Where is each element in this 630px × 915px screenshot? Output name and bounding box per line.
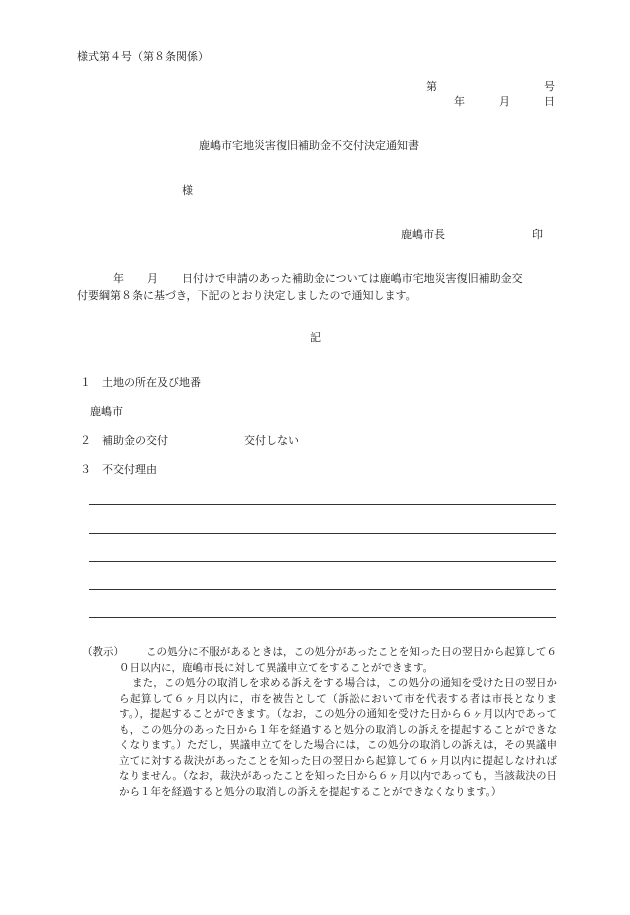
item-1-number: １ xyxy=(80,376,91,389)
body-year: 年 xyxy=(113,272,124,285)
item-3-number: ３ xyxy=(80,463,91,476)
notice-label: （教示） xyxy=(82,646,124,658)
addressee-suffix: 様 xyxy=(182,184,193,197)
body-month: 月 xyxy=(147,272,158,285)
item-1-label: 土地の所在及び地番 xyxy=(102,376,201,389)
doc-number-prefix: 第 xyxy=(426,80,437,93)
date-year: 年 xyxy=(454,95,465,108)
date-month: 月 xyxy=(499,95,510,108)
date-day: 日 xyxy=(544,95,555,108)
item-1-value: 鹿嶋市 xyxy=(90,405,123,418)
reason-line-2 xyxy=(89,533,556,534)
document-title: 鹿嶋市宅地災害復旧補助金不交付決定通知書 xyxy=(199,139,419,152)
item-3-label: 不交付理由 xyxy=(102,463,157,476)
body-line2: 付要綱第８条に基づき，下記のとおり決定しましたので通知します。 xyxy=(77,289,417,302)
reason-line-4 xyxy=(89,589,556,590)
notice-para-1: この処分に不服があるときは，この処分があったことを知った日の翌日から起算して６０日以内に，鹿嶋市長に対して異議申立てをすることができます。 xyxy=(119,646,557,674)
reason-line-5 xyxy=(89,617,556,618)
form-number: 様式第４号（第８条関係） xyxy=(77,50,209,63)
body-line1-rest: 日付けで申請のあった補助金については鹿嶋市宅地災害復旧補助金交 xyxy=(182,272,523,285)
item-2-value: 交付しない xyxy=(244,434,299,447)
reason-line-1 xyxy=(89,504,556,505)
doc-number-suffix: 号 xyxy=(544,80,555,93)
reason-line-3 xyxy=(89,561,556,562)
issuer-name: 鹿嶋市長 xyxy=(401,228,445,241)
issuer-seal: 印 xyxy=(532,228,543,241)
item-2-number: ２ xyxy=(80,434,91,447)
item-2-label: 補助金の交付 xyxy=(102,434,168,447)
notice-para-2: また，この処分の取消しを求める訴えをする場合は，この処分の通知を受けた日の翌日から起算して６ヶ月以内に，市を被告として（訴訟において市を代表する者は市長となります。），提起することができます。（なお，この処分の通知を受けた日から６ヶ月以内であっても，この処分のあった日から１年を経過すると処分の取消しの訴えを提起することができなくなります。）ただし，異議申立てをした場合には，この処分の取消しの訴えは，その異議申立てに対する裁決があったことを知った日の翌日から起算して６ヶ月以内に提起しなければなりません。（なお，裁決があったことを知った日から６ヶ月以内であっても，当該裁決の日から１年を経過すると処分の取消しの訴えを提起することができなくなります。） xyxy=(119,677,557,798)
ki-heading: 記 xyxy=(310,331,321,344)
